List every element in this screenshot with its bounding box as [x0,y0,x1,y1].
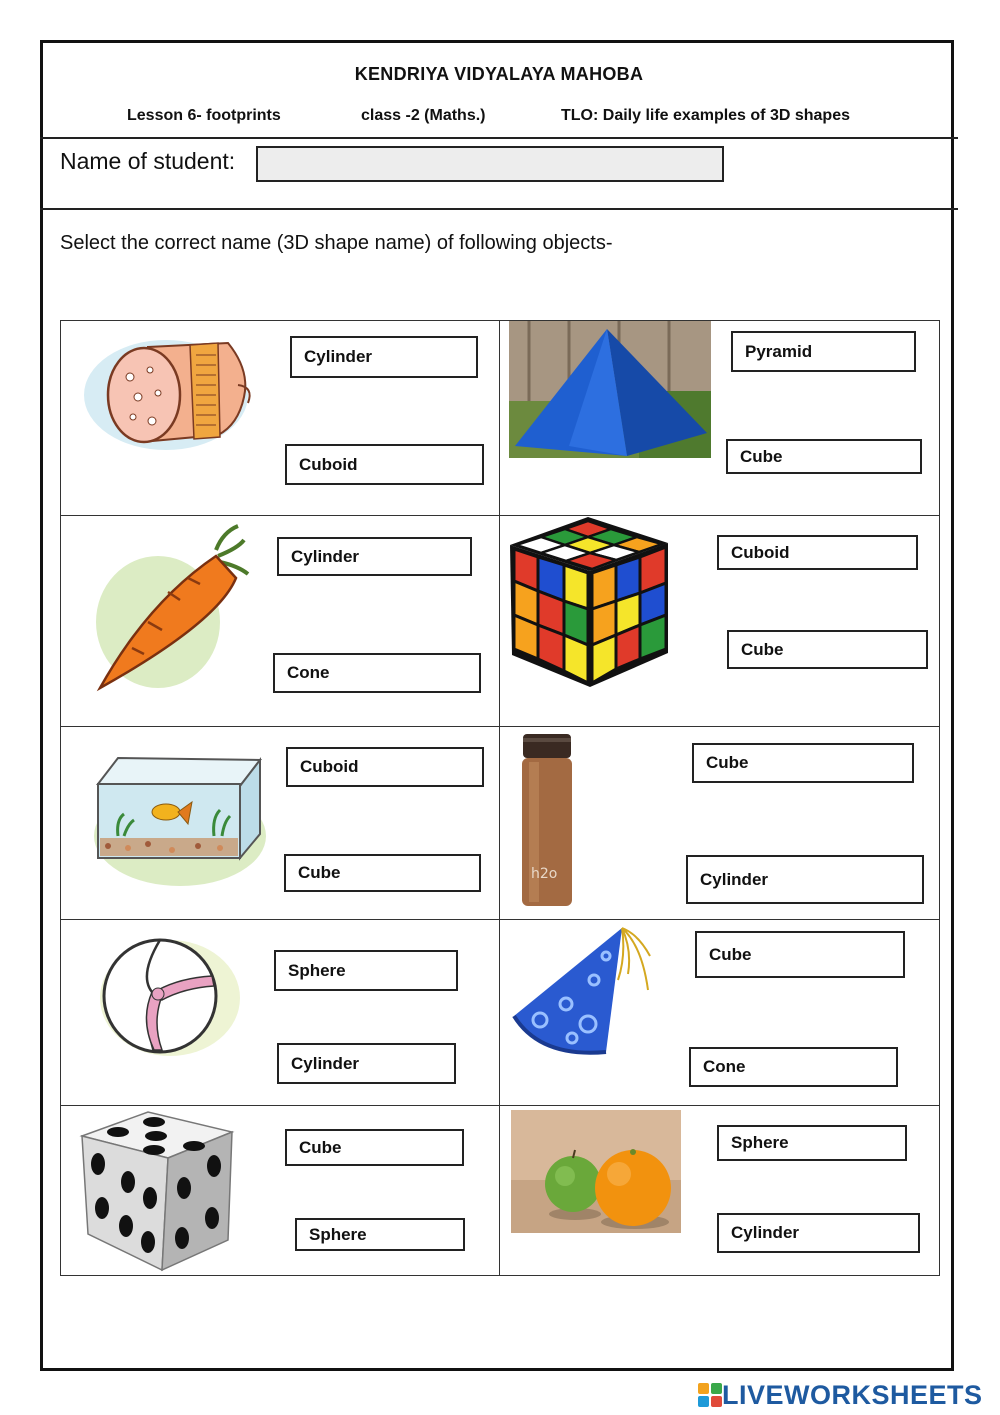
option-cube[interactable]: Cube [695,931,905,978]
option-cube[interactable]: Cube [727,630,928,669]
instruction-text: Select the correct name (3D shape name) of following objects- [60,232,613,254]
dice-image [78,1110,236,1272]
fish-tank-image [88,740,268,890]
grid-row-line [60,1105,940,1106]
school-title: KENDRIYA VIDYALAYA MAHOBA [354,64,644,84]
option-cone[interactable]: Cone [689,1047,898,1087]
option-cuboid[interactable]: Cuboid [286,747,484,787]
grid-row-line [60,515,940,516]
grid-row-line [60,919,940,920]
option-cube[interactable]: Cube [726,439,922,474]
grid-row-line [60,726,940,727]
party-hat-image [510,920,655,1062]
option-sphere[interactable]: Sphere [295,1218,465,1251]
tlo-label: TLO: Daily life examples of 3D shapes [561,107,850,124]
option-cylinder[interactable]: Cylinder [686,855,924,904]
bottle-label: h2o [531,866,558,882]
option-cube[interactable]: Cube [285,1129,464,1166]
option-cone[interactable]: Cone [273,653,481,693]
option-cylinder[interactable]: Cylinder [277,537,472,576]
beach-ball-image [96,930,246,1058]
grid-center-line [499,320,500,1276]
lesson-label: Lesson 6- footprints [127,107,281,124]
sausage-roll-image [78,325,258,455]
class-label: class -2 (Maths.) [361,107,486,124]
student-name-label: Name of student: [60,148,236,174]
header-divider [40,137,958,139]
liveworksheets-icon [698,1383,722,1407]
carrot-image [88,522,258,694]
blue-tent-image [509,321,711,458]
option-sphere[interactable]: Sphere [717,1125,907,1161]
fruits-image [511,1110,681,1233]
option-cylinder[interactable]: Cylinder [717,1213,920,1253]
option-cube[interactable]: Cube [692,743,914,783]
option-cube[interactable]: Cube [284,854,481,892]
option-cylinder[interactable]: Cylinder [277,1043,456,1084]
option-cuboid[interactable]: Cuboid [717,535,918,570]
rubiks-cube-image [508,515,670,688]
liveworksheets-logo[interactable] [698,1380,983,1410]
option-sphere[interactable]: Sphere [274,950,458,991]
liveworksheets-logo-text: LIVEWORKSHEETS [722,1379,983,1410]
option-cylinder[interactable]: Cylinder [290,336,478,378]
option-pyramid[interactable]: Pyramid [731,331,916,372]
name-divider [40,208,958,210]
option-cuboid[interactable]: Cuboid [285,444,484,485]
water-bottle-image [519,732,575,912]
student-name-input[interactable] [256,146,724,182]
